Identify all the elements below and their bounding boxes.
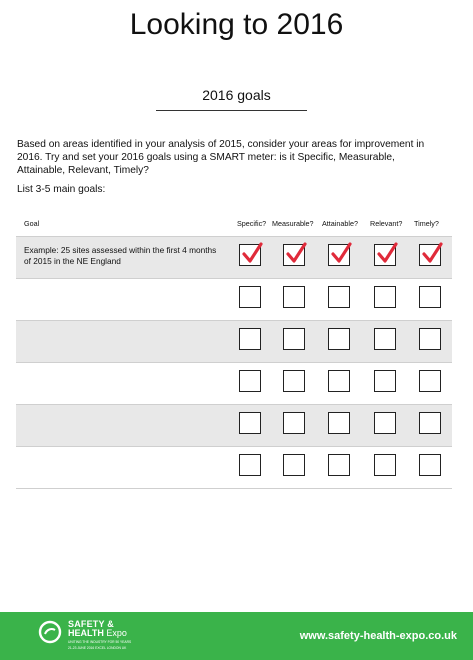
attainable-checkbox[interactable] xyxy=(328,328,350,350)
relevant-checkbox[interactable] xyxy=(374,244,396,266)
attainable-checkbox[interactable] xyxy=(328,412,350,434)
specific-checkbox[interactable] xyxy=(239,370,261,392)
goal-text: Example: 25 sites assessed within the first 4 months of 2015 in the NE England xyxy=(24,245,217,266)
goals-table xyxy=(16,208,452,489)
table-row xyxy=(16,363,452,405)
attainable-checkbox[interactable] xyxy=(328,286,350,308)
section-title: 2016 goals xyxy=(202,87,271,103)
checkmark-icon xyxy=(374,241,400,267)
timely-checkbox[interactable] xyxy=(419,286,441,308)
table-row xyxy=(16,321,452,363)
header-attainable: Attainable? xyxy=(322,219,358,228)
intro-paragraph: Based on areas identified in your analysis of 2015, consider your areas for improvement in 2016. Try and set your 2016 goals using a SMART meter: is it Specific, Measurable, Attainable, Relevant, Timely? xyxy=(17,139,425,176)
specific-checkbox[interactable] xyxy=(239,286,261,308)
footer-website-link[interactable]: www.safety-health-expo.co.uk xyxy=(299,630,457,642)
measurable-checkbox[interactable] xyxy=(283,412,305,434)
table-row xyxy=(16,279,452,321)
timely-checkbox[interactable] xyxy=(419,244,441,266)
section-divider xyxy=(156,110,307,111)
list-label: List 3-5 main goals: xyxy=(17,184,106,195)
checkmark-icon xyxy=(328,241,354,267)
header-timely: Timely? xyxy=(414,219,439,228)
header-goal: Goal xyxy=(24,219,40,228)
checkmark-icon xyxy=(419,241,445,267)
relevant-checkbox[interactable] xyxy=(374,328,396,350)
checkmark-icon xyxy=(239,241,265,267)
specific-checkbox[interactable] xyxy=(239,244,261,266)
page-title: Looking to 2016 xyxy=(129,8,344,41)
table-row xyxy=(16,237,452,279)
relevant-checkbox[interactable] xyxy=(374,454,396,476)
measurable-checkbox[interactable] xyxy=(283,244,305,266)
logo-line1: SAFETY & xyxy=(68,619,114,629)
specific-checkbox[interactable] xyxy=(239,328,261,350)
measurable-checkbox[interactable] xyxy=(283,328,305,350)
header-relevant: Relevant? xyxy=(370,219,403,228)
footer-bar xyxy=(0,612,473,660)
relevant-checkbox[interactable] xyxy=(374,412,396,434)
specific-checkbox[interactable] xyxy=(239,412,261,434)
relevant-checkbox[interactable] xyxy=(374,370,396,392)
measurable-checkbox[interactable] xyxy=(283,370,305,392)
logo-tagline: UNITING THE INDUSTRY FOR 50 YEARS xyxy=(68,640,132,644)
table-header xyxy=(16,208,452,237)
table-row xyxy=(16,447,452,489)
header-specific: Specific? xyxy=(237,219,267,228)
logo-date: 21-23 JUNE 2016 EXCEL LONDON UK xyxy=(68,646,127,650)
header-measurable: Measurable? xyxy=(272,219,314,228)
relevant-checkbox[interactable] xyxy=(374,286,396,308)
logo-line2-bold: HEALTH xyxy=(68,628,104,638)
attainable-checkbox[interactable] xyxy=(328,454,350,476)
attainable-checkbox[interactable] xyxy=(328,244,350,266)
measurable-checkbox[interactable] xyxy=(283,454,305,476)
checkmark-icon xyxy=(283,241,309,267)
timely-checkbox[interactable] xyxy=(419,370,441,392)
logo-swirl-icon xyxy=(38,620,62,644)
table-row xyxy=(16,405,452,447)
specific-checkbox[interactable] xyxy=(239,454,261,476)
attainable-checkbox[interactable] xyxy=(328,370,350,392)
timely-checkbox[interactable] xyxy=(419,454,441,476)
timely-checkbox[interactable] xyxy=(419,412,441,434)
table-body xyxy=(16,237,452,489)
expo-logo xyxy=(38,616,158,656)
measurable-checkbox[interactable] xyxy=(283,286,305,308)
timely-checkbox[interactable] xyxy=(419,328,441,350)
logo-line2-expo: Expo xyxy=(106,628,127,638)
logo-line2 xyxy=(68,629,127,638)
